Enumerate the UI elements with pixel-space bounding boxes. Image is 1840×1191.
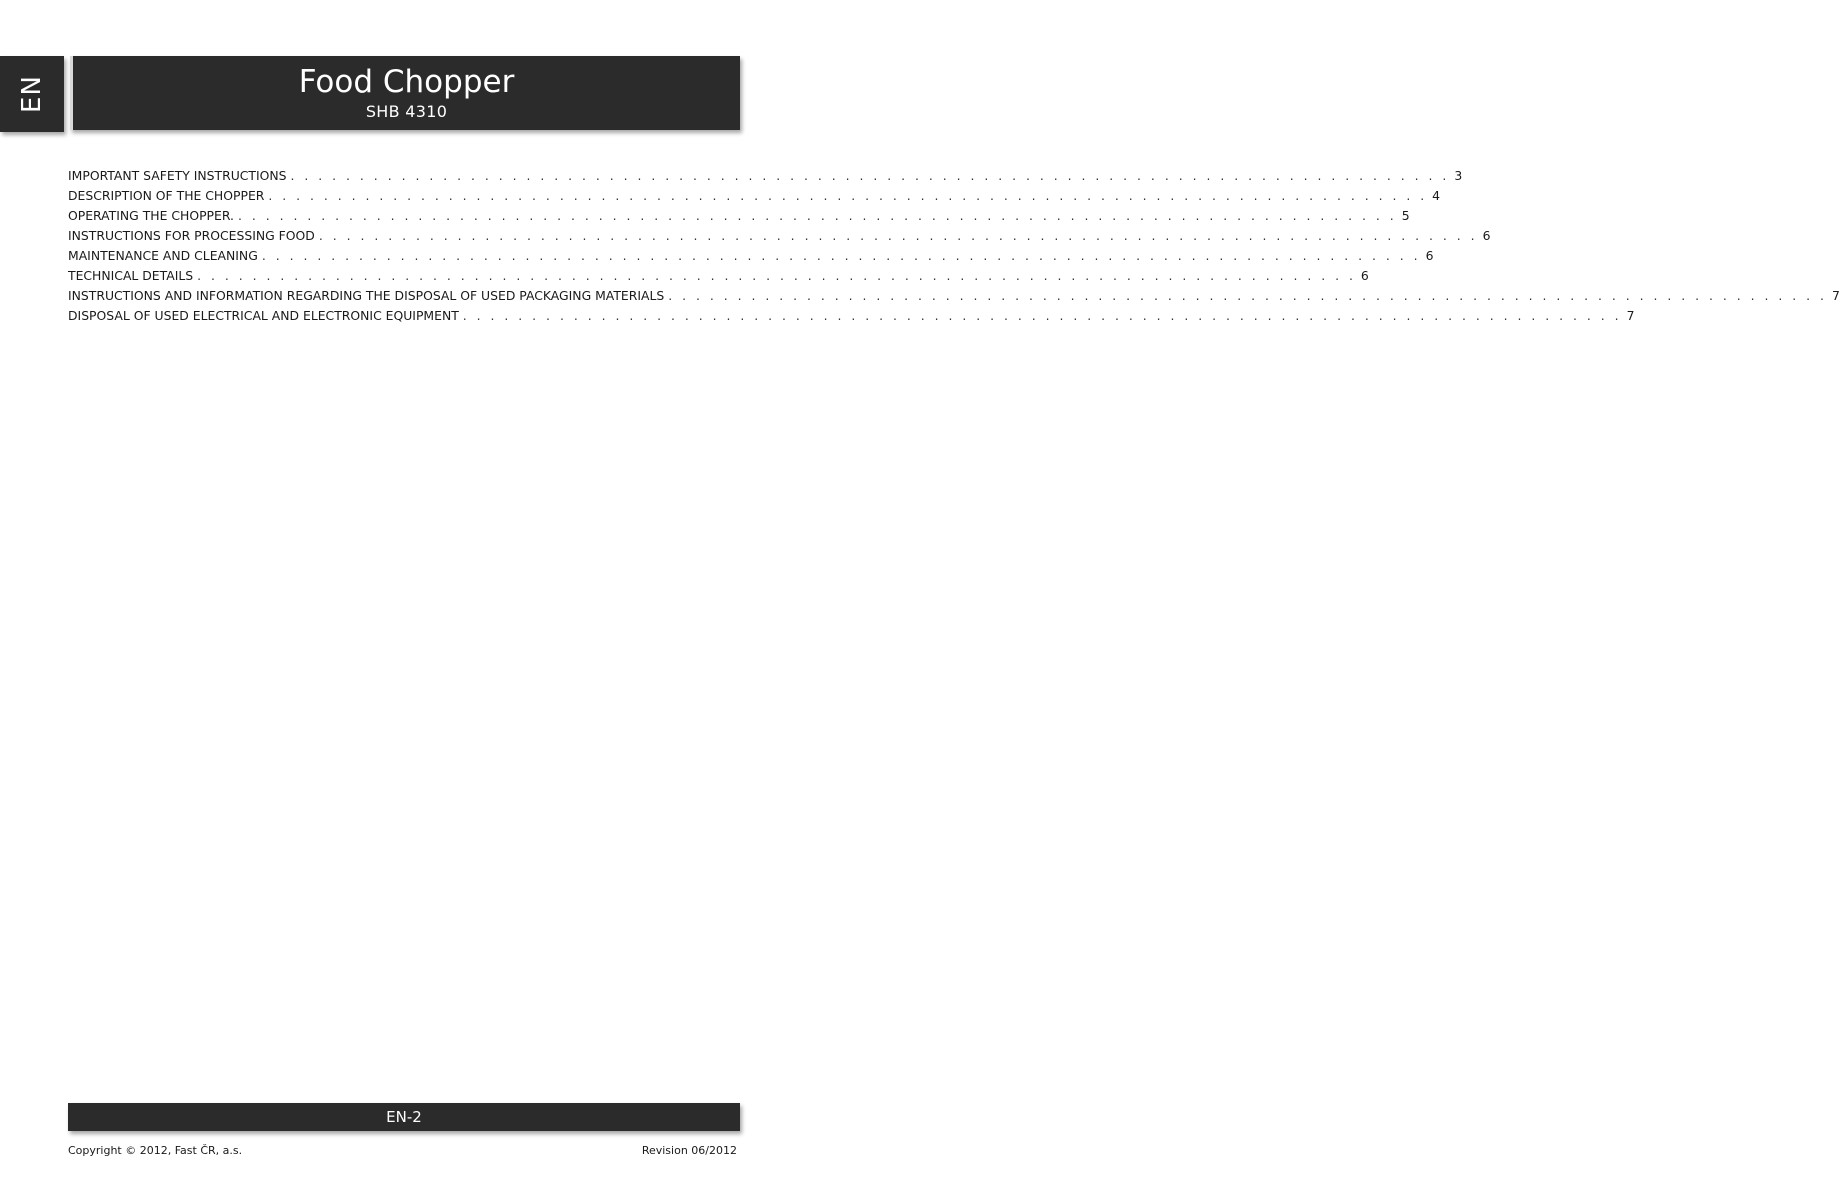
toc-entry[interactable] xyxy=(68,246,1434,266)
model-number: SHB 4310 xyxy=(365,102,448,121)
toc-leader-dots: . . . . . . . . . . . . . . . . . . . . . . . . . . . . . . . . . . . . . . . . . . . . . . . . . . . . . . . . . . . . . . . . . . . . . . . . . . . . . . . . . . . . xyxy=(668,288,1827,303)
toc-entry-label: IMPORTANT SAFETY INSTRUCTIONS xyxy=(68,168,287,183)
copyright-notice: Copyright © 2012, Fast ČR, a.s. xyxy=(68,1144,243,1157)
toc-entry-label: TECHNICAL DETAILS xyxy=(68,268,194,283)
toc-entry-page: 6 xyxy=(1360,268,1369,283)
toc-entry[interactable] xyxy=(68,186,1441,206)
toc-leader-dots: . . . . . . . . . . . . . . . . . . . . . . . . . . . . . . . . . . . . . . . . . . . . . . . . . . . . . . . . . . . . . . . . . . . . . . . . . . . . . . . . . . . . xyxy=(318,228,1478,243)
toc-entry[interactable] xyxy=(68,166,1463,186)
toc-entry[interactable] xyxy=(68,226,1491,246)
toc-entry-page: 6 xyxy=(1425,248,1434,263)
toc-entry[interactable] xyxy=(68,286,1840,306)
toc-leader-dots: . . . . . . . . . . . . . . . . . . . . . . . . . . . . . . . . . . . . . . . . . . . . . . . . . . . . . . . . . . . . . . . . . . . . . . . . . . . . . . . . . . . . xyxy=(237,208,1397,223)
toc-leader-dots: . . . . . . . . . . . . . . . . . . . . . . . . . . . . . . . . . . . . . . . . . . . . . . . . . . . . . . . . . . . . . . . . . . . . . . . . . . . . . . . . . . . . xyxy=(268,188,1428,203)
toc-entry-page: 6 xyxy=(1482,228,1491,243)
language-tab xyxy=(0,56,64,132)
page-title: Food Chopper xyxy=(298,64,515,100)
toc-entry-label: INSTRUCTIONS FOR PROCESSING FOOD xyxy=(68,228,315,243)
toc-entry-page: 7 xyxy=(1832,288,1840,303)
language-label: EN xyxy=(17,75,47,113)
toc-leader-dots: . . . . . . . . . . . . . . . . . . . . . . . . . . . . . . . . . . . . . . . . . . . . . . . . . . . . . . . . . . . . . . . . . . . . . . . . . . . . . . . . . . . . xyxy=(290,168,1450,183)
toc-entry-label: INSTRUCTIONS AND INFORMATION REGARDING THE DISPOSAL OF USED PACKAGING MATERIALS xyxy=(68,288,665,303)
toc-entry[interactable] xyxy=(68,266,1369,286)
title-bar xyxy=(70,56,740,130)
toc-leader-dots: . . . . . . . . . . . . . . . . . . . . . . . . . . . . . . . . . . . . . . . . . . . . . . . . . . . . . . . . . . . . . . . . . . . . . . . . . . . . . . . . . . . . xyxy=(261,248,1421,263)
toc-entry[interactable] xyxy=(68,206,1410,226)
toc-entry[interactable] xyxy=(68,306,1635,326)
toc-leader-dots: . . . . . . . . . . . . . . . . . . . . . . . . . . . . . . . . . . . . . . . . . . . . . . . . . . . . . . . . . . . . . . . . . . . . . . . . . . . . . . . . . . . . xyxy=(197,268,1356,283)
toc-entry-page: 7 xyxy=(1626,308,1635,323)
revision-label: Revision 06/2012 xyxy=(641,1144,737,1157)
toc-entry-label: MAINTENANCE AND CLEANING xyxy=(68,248,258,263)
toc-entry-page: 4 xyxy=(1432,188,1441,203)
toc-entry-label: DESCRIPTION OF THE CHOPPER xyxy=(68,188,265,203)
toc-entry-page: 3 xyxy=(1454,168,1463,183)
footer-bar xyxy=(68,1103,740,1131)
page-number: EN-2 xyxy=(386,1108,422,1126)
toc-entry-label: OPERATING THE CHOPPER. xyxy=(68,208,234,223)
toc-leader-dots: . . . . . . . . . . . . . . . . . . . . . . . . . . . . . . . . . . . . . . . . . . . . . . . . . . . . . . . . . . . . . . . . . . . . . . . . . . . . . . . . . . . . xyxy=(462,308,1622,323)
toc-entry-label: DISPOSAL OF USED ELECTRICAL AND ELECTRONIC EQUIPMENT xyxy=(68,308,459,323)
table-of-contents xyxy=(68,166,1840,326)
toc-entry-page: 5 xyxy=(1401,208,1410,223)
